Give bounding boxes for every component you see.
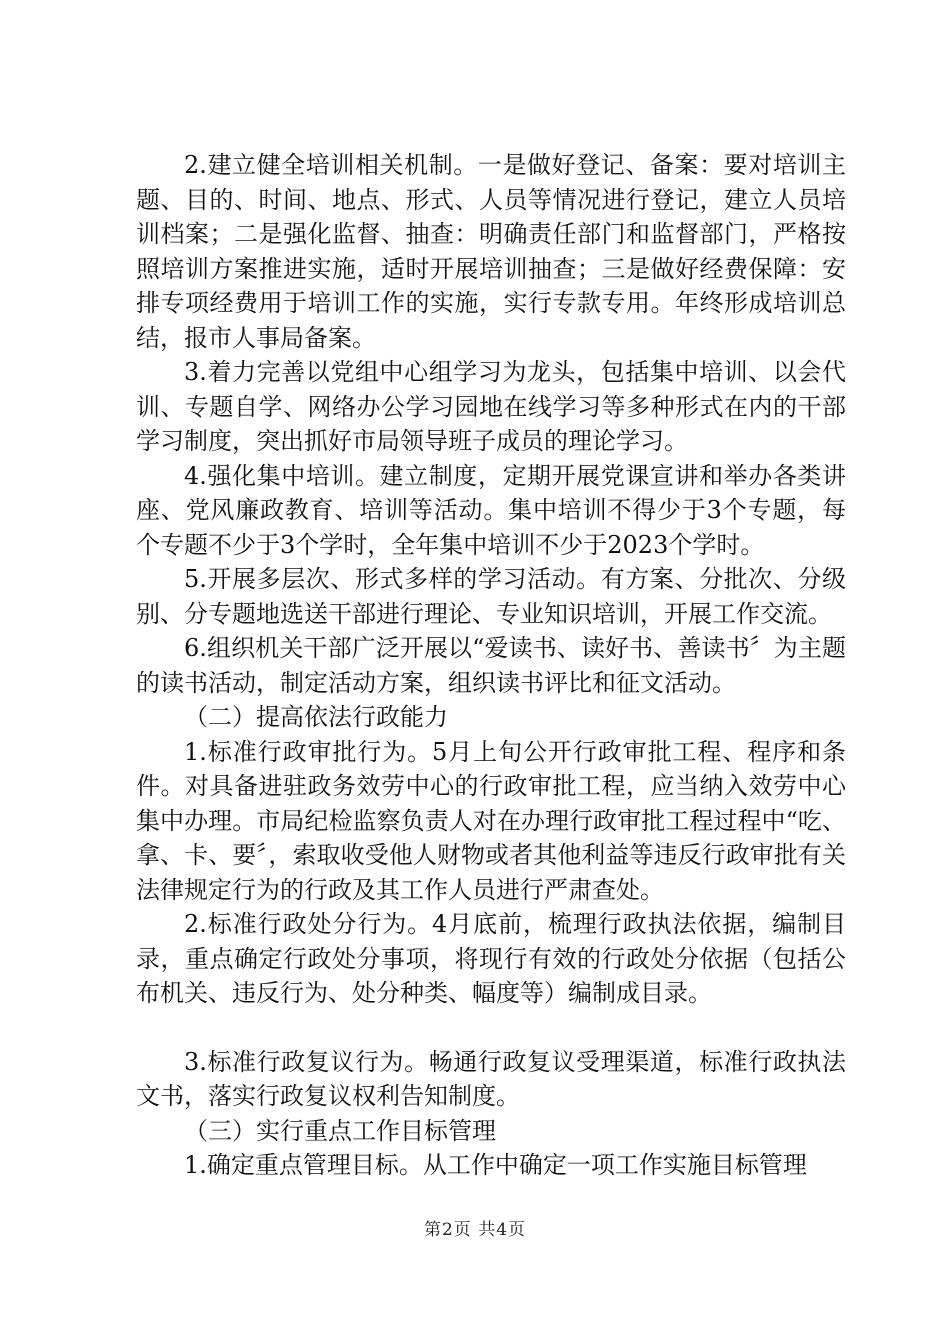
paragraph-administrative-review: 3.标准行政复议行为。畅通行政复议受理渠道，标准行政执法文书，落实行政复议权利告知制度。: [136, 1047, 846, 1110]
paragraph-learning-activities: 5.开展多层次、形式多样的学习活动。有方案、分批次、分级别、分专题地选送干部进行理论、专业知识培训，开展工作交流。: [136, 565, 846, 628]
blank-line: [136, 1011, 846, 1045]
section-heading-law-administration: （二）提高依法行政能力: [184, 703, 448, 731]
section-heading-target-management: （三）实行重点工作目标管理: [184, 1116, 496, 1145]
paragraph-key-targets: 1.确定重点管理目标。从工作中确定一项工作实施目标管理: [184, 1151, 807, 1179]
page-number-footer: 第2页 共4页: [423, 1220, 527, 1240]
paragraph-reading-activities: 6.组织机关干部广泛开展以“爱读书、读好书、善读书〞为主题的读书活动，制定活动方案，组织读书评比和征文活动。: [136, 634, 846, 697]
paragraph-administrative-penalty: 2.标准行政处分行为。4月底前，梳理行政执法依据，编制目录，重点确定行政处分事项，将现行有效的行政处分依据（包括公布机关、违反行为、处分种类、幅度等）编制成目录。: [136, 910, 846, 1007]
paragraph-study-system: 3.着力完善以党组中心组学习为龙头，包括集中培训、以会代训、专题自学、网络办公学习园地在线学习等多种形式在内的干部学习制度，突出抓好市局领导班子成员的理论学习。: [136, 358, 846, 455]
document-body: [136, 148, 846, 1183]
paragraph-administrative-approval: 1.标准行政审批行为。5月上旬公开行政审批工程、程序和条件。对具备进驻政务效劳中心的行政审批工程，应当纳入效劳中心集中办理。市局纪检监察负责人对在办理行政审批工程过程中“吃、拿、卡、要〞，索取收受他人财物或者其他利益等违反行政审批有关法律规定行为的行政及其工作人员进行严肃查处。: [136, 737, 846, 904]
paragraph-training-mechanism: 2.建立健全培训相关机制。一是做好登记、备案：要对培训主题、目的、时间、地点、形式、人员等情况进行登记，建立人员培训档案；二是强化监督、抽查：明确责任部门和监督部门，严格按照培训方案推进实施，适时开展培训抽查；三是做好经费保障：安排专项经费用于培训工作的实施，实行专款专用。年终形成培训总结，报市人事局备案。: [136, 151, 846, 352]
paragraph-centralized-training: 4.强化集中培训。建立制度，定期开展党课宣讲和举办各类讲座、党风廉政教育、培训等活动。集中培训不得少于3个专题，每个专题不少于3个学时，全年集中培训不少于2023个学时。: [136, 461, 846, 559]
